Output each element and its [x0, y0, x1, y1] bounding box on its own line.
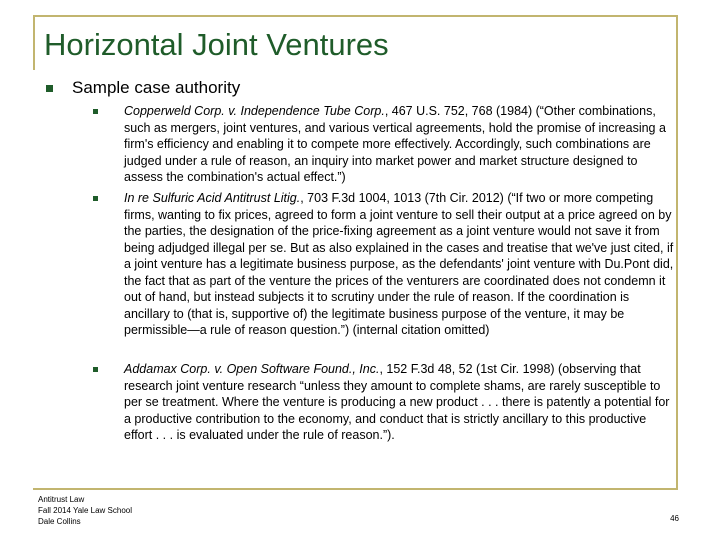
square-bullet-icon	[93, 109, 98, 114]
sub-bullet-text	[124, 361, 676, 444]
slide-frame-bottom-border	[33, 488, 678, 490]
case-citation: , 152 F.3d 48, 52 (1st Cir. 1998) (observing that research joint venture research “unless they amount to complete shams, are rarely susceptible to per se treatment. Where the venture is producing a new product . . . there is patently a potential for a productive contribution to the economy, and conduct that is strictly ancillary to this productive effort . . . is evaluated under the rule of reason.”).	[124, 362, 670, 442]
footer-author: Dale Collins	[38, 517, 81, 526]
slide-footer	[38, 494, 132, 527]
square-bullet-icon	[93, 367, 98, 372]
case-citation: , 703 F.3d 1004, 1013 (7th Cir. 2012) (“If two or more competing firms, wanting to fix prices, agreed to form a joint venture to sell their output at a price agreed on by the parties, the designation of the price-fixing agreement as a joint venture would not save it from being adjudged illegal per se. But as also explained in the cases and treatise that we've just cited, if a joint venture has a legitimate business purpose, as the defendants' joint venture with Du.Pont did, the fact that as part of the venture the prices of the venturers are coordinated does not condemn it out of hand, but instead subjects it to scrutiny under the rule of reason. If the coordination is ancillary to (that is, supportive of) the legitimate business purpose of the venture, it may be permissible—a rule of reason question.”) (internal citation omitted)	[124, 191, 674, 337]
sub-bullet-text	[124, 103, 676, 186]
footer-course: Antitrust Law	[38, 495, 85, 504]
slide-frame-top-border	[33, 15, 678, 17]
bullet-text: Sample case authority	[72, 78, 241, 97]
page-number: 46	[670, 514, 679, 523]
square-bullet-icon	[46, 85, 53, 92]
case-citation: , 467 U.S. 752, 768 (1984) (“Other combinations, such as mergers, joint ventures, and various vertical agreements, hold the promise of increasing a firm's efficiency and enabling it to compete more effectively. Accordingly, such combinations are judged under a rule of reason, an inquiry into market power and market structure designed to assess the combination's actual effect.”)	[124, 104, 666, 184]
slide-title: Horizontal Joint Ventures	[44, 27, 389, 62]
footer-term: Fall 2014 Yale Law School	[38, 506, 132, 515]
square-bullet-icon	[93, 196, 98, 201]
slide-frame-left-border	[33, 15, 35, 70]
slide-frame-right-border	[676, 15, 678, 490]
case-name: Copperweld Corp. v. Independence Tube Corp.	[124, 104, 385, 118]
case-name: In re Sulfuric Acid Antitrust Litig.	[124, 191, 301, 205]
sub-bullet-text	[124, 190, 676, 339]
case-name: Addamax Corp. v. Open Software Found., Inc.	[124, 362, 380, 376]
